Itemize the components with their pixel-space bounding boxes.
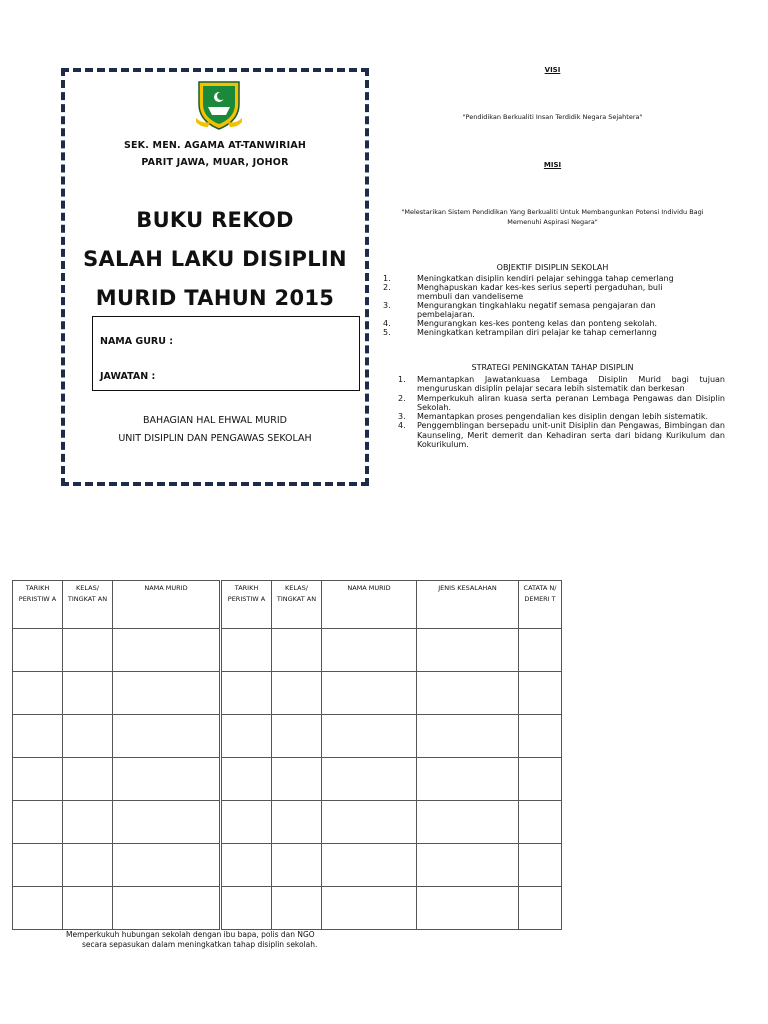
table-row — [13, 801, 220, 844]
cover-card — [61, 68, 369, 486]
strategi-list — [380, 375, 725, 449]
table-cell[interactable] — [63, 758, 113, 801]
col-header-tarikh: TARIKH PERISTIW A — [13, 581, 63, 629]
table-cell[interactable] — [13, 758, 63, 801]
table-cell[interactable] — [222, 715, 272, 758]
table-cell[interactable] — [222, 844, 272, 887]
table-cell[interactable] — [222, 887, 272, 930]
teacher-info-box — [92, 316, 360, 391]
cover-title-line1: BUKU REKOD — [136, 208, 294, 232]
table-cell[interactable] — [519, 758, 562, 801]
table-cell[interactable] — [272, 758, 322, 801]
table-cell[interactable] — [519, 715, 562, 758]
cover-title-line3: MURID TAHUN 2015 — [95, 286, 335, 310]
table-cell[interactable] — [222, 629, 272, 672]
table-cell[interactable] — [322, 715, 417, 758]
table-row — [13, 672, 220, 715]
col-header-catatan: CATATA N/ DEMERI T — [519, 581, 562, 629]
footer-line1: Memperkukuh hubungan sekolah dengan ibu bapa, polis dan NGO — [66, 930, 315, 939]
table-cell[interactable] — [63, 844, 113, 887]
table-cell[interactable] — [417, 801, 519, 844]
table-cell[interactable] — [222, 801, 272, 844]
table-cell[interactable] — [13, 844, 63, 887]
table-row — [222, 887, 562, 930]
col-header-nama: NAMA MURID — [113, 581, 220, 629]
table-cell[interactable] — [222, 672, 272, 715]
footer-line2: secara sepasukan dalam meningkatkan tahap disiplin sekolah. — [82, 940, 318, 949]
col-header-jenis-kesalahan: JENIS KESALAHAN — [417, 581, 519, 629]
table-cell[interactable] — [13, 801, 63, 844]
table-cell[interactable] — [272, 715, 322, 758]
table-cell[interactable] — [63, 672, 113, 715]
table-cell[interactable] — [417, 715, 519, 758]
table-cell[interactable] — [322, 629, 417, 672]
list-item: 4. Penggemblingan bersepadu unit-unit Disiplin dan Pengawas, Bimbingan dan Kaunseling, Merit demerit dan Kehadiran serta dari bidang Kurikulum dan Kokurikulum. — [398, 421, 725, 450]
list-item: 3. Memantapkan proses pengendalian kes disiplin dengan lebih sistematik. — [398, 412, 709, 422]
list-item: 2. Menghapuskan kadar kes-kes serius seperti pergaduhan, buli membuli dan vandeliseme — [383, 283, 663, 301]
list-item: 3. Mengurangkan tingkahlaku negatif semasa pengajaran dan pembelajaran. — [383, 301, 656, 319]
table-cell[interactable] — [113, 844, 220, 887]
table-row — [222, 801, 562, 844]
table-row — [13, 758, 220, 801]
table-row — [222, 629, 562, 672]
table-cell[interactable] — [322, 844, 417, 887]
table-cell[interactable] — [272, 672, 322, 715]
table-cell[interactable] — [519, 844, 562, 887]
table-cell[interactable] — [113, 801, 220, 844]
table-cell[interactable] — [113, 887, 220, 930]
visi-text: "Pendidikan Berkualiti Insan Terdidik Negara Sejahtera" — [462, 113, 643, 121]
objektif-list — [380, 274, 680, 337]
table-cell[interactable] — [322, 672, 417, 715]
table-cell[interactable] — [13, 715, 63, 758]
record-table-right — [221, 580, 562, 930]
department-line1: BAHAGIAN HAL EHWAL MURID — [143, 415, 287, 426]
table-row — [222, 758, 562, 801]
list-item: 1. Memantapkan Jawatankuasa Lembaga Disiplin Murid bagi tujuan menguruskan disiplin pelajar secara lebih sistematik dan berkesan — [398, 375, 725, 394]
table-cell[interactable] — [63, 801, 113, 844]
table-cell[interactable] — [63, 887, 113, 930]
table-cell[interactable] — [113, 715, 220, 758]
table-cell[interactable] — [113, 629, 220, 672]
footer-note — [66, 930, 366, 950]
list-item: 5. Meningkatkan ketrampilan diri pelajar ke tahap cemerlanng — [383, 328, 657, 337]
nama-guru-label: NAMA GURU : — [100, 336, 174, 347]
table-cell[interactable] — [322, 887, 417, 930]
table-cell[interactable] — [417, 887, 519, 930]
table-cell[interactable] — [322, 758, 417, 801]
table-cell[interactable] — [417, 672, 519, 715]
col-header-tarikh: TARIKH PERISTIW A — [222, 581, 272, 629]
table-cell[interactable] — [519, 801, 562, 844]
list-item: 4. Mengurangkan kes-kes ponteng kelas dan ponteng sekolah. — [383, 319, 658, 328]
col-header-nama: NAMA MURID — [322, 581, 417, 629]
table-row — [13, 715, 220, 758]
table-cell[interactable] — [13, 887, 63, 930]
table-cell[interactable] — [417, 629, 519, 672]
table-row — [222, 672, 562, 715]
table-row — [222, 715, 562, 758]
school-address: PARIT JAWA, MUAR, JOHOR — [141, 157, 289, 168]
strategi-title: STRATEGI PENINGKATAN TAHAP DISIPLIN — [471, 363, 634, 372]
table-row — [222, 844, 562, 887]
table-cell[interactable] — [272, 801, 322, 844]
school-name: SEK. MEN. AGAMA AT-TANWIRIAH — [123, 140, 307, 151]
school-crest-logo — [196, 80, 242, 130]
table-row — [13, 887, 220, 930]
table-cell[interactable] — [113, 758, 220, 801]
misi-text: "Melestarikan Sistem Pendidikan Yang Berkualiti Untuk Membangunkan Potensi Individu Bagi Memenuhi Aspirasi Negara" — [401, 208, 704, 226]
table-cell[interactable] — [417, 844, 519, 887]
table-cell[interactable] — [272, 887, 322, 930]
department-line2: UNIT DISIPLIN DAN PENGAWAS SEKOLAH — [118, 433, 312, 444]
col-header-kelas: KELAS/ TINGKAT AN — [272, 581, 322, 629]
list-item: 2. Memperkukuh aliran kuasa serta peranan Lembaga Pengawas dan Disiplin Sekolah. — [398, 393, 725, 412]
table-cell[interactable] — [222, 758, 272, 801]
table-cell[interactable] — [63, 715, 113, 758]
table-cell[interactable] — [13, 629, 63, 672]
table-cell[interactable] — [519, 887, 562, 930]
jawatan-label: JAWATAN : — [100, 371, 156, 382]
misi-heading: MISI — [543, 161, 562, 169]
table-cell[interactable] — [272, 629, 322, 672]
table-cell[interactable] — [113, 672, 220, 715]
table-cell[interactable] — [13, 672, 63, 715]
cover-title-line2: SALAH LAKU DISIPLIN — [83, 247, 347, 271]
record-table-left — [12, 580, 220, 930]
table-row — [13, 629, 220, 672]
table-cell[interactable] — [519, 629, 562, 672]
table-cell[interactable] — [519, 672, 562, 715]
visi-heading: VISI — [544, 66, 561, 74]
table-row — [13, 844, 220, 887]
table-cell[interactable] — [63, 629, 113, 672]
table-cell[interactable] — [417, 758, 519, 801]
col-header-kelas: KELAS/ TINGKAT AN — [63, 581, 113, 629]
table-cell[interactable] — [322, 801, 417, 844]
objektif-title: OBJEKTIF DISIPLIN SEKOLAH — [496, 263, 609, 272]
list-item: 1. Meningkatkan disiplin kendiri pelajar sehingga tahap cemerlang — [383, 274, 674, 283]
table-cell[interactable] — [272, 844, 322, 887]
